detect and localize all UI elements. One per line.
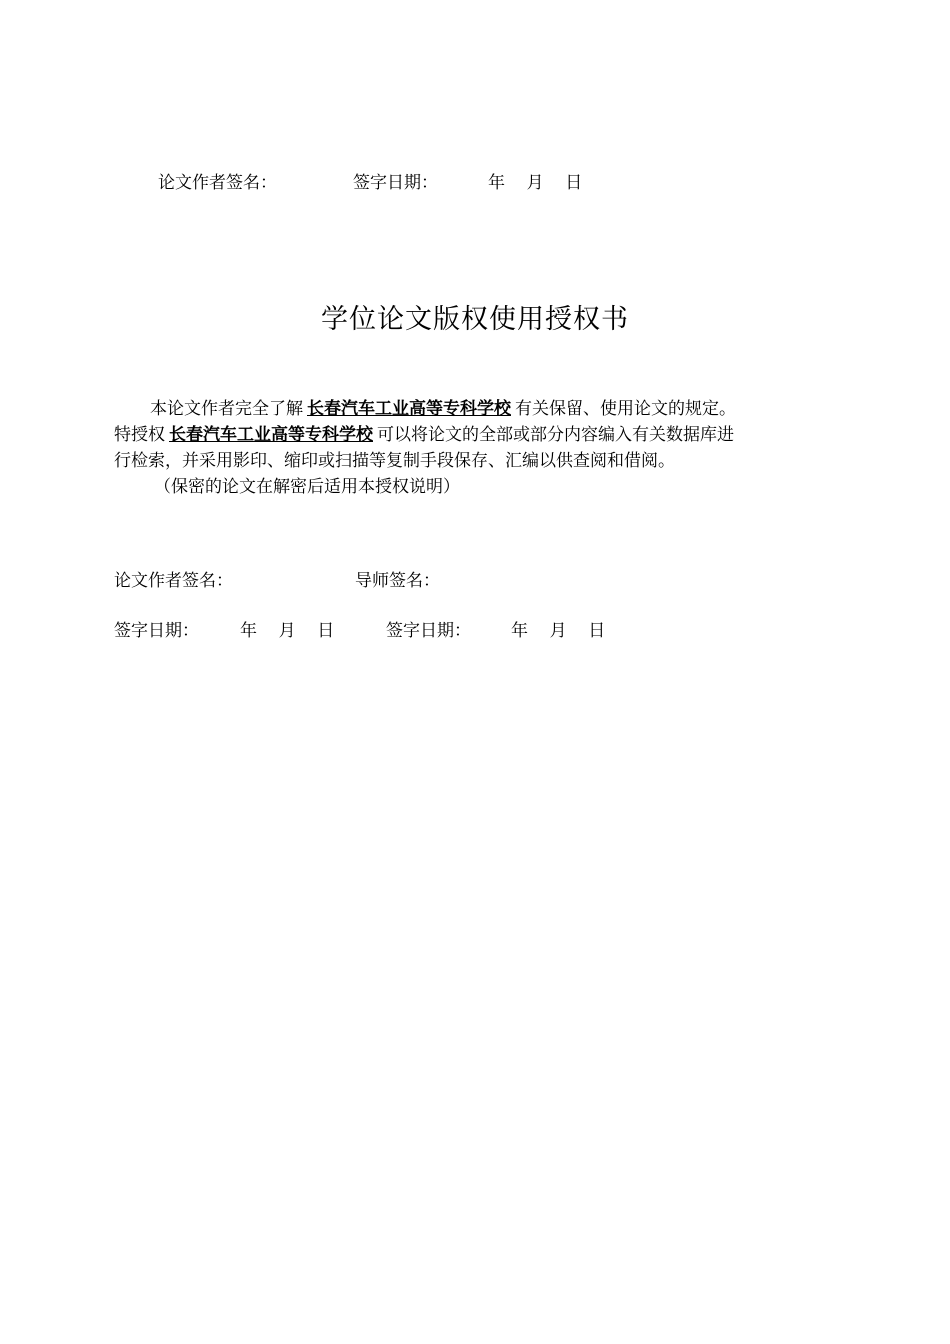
top-author-sign-label: 论文作者签名： <box>158 173 277 193</box>
body-line-1 <box>114 396 864 422</box>
page-title: 学位论文版权使用授权书 <box>321 304 629 335</box>
note-text: （保密的论文在解密后适用本授权说明） <box>154 477 460 497</box>
author-date-value: 年 月 日 <box>240 621 335 641</box>
author-date-label: 签字日期： <box>114 621 199 641</box>
bottom-author-sign-label: 论文作者签名： <box>114 571 233 591</box>
p2-prefix: 特授权 <box>114 425 165 445</box>
top-sign-date-value: 年 月 日 <box>488 173 583 193</box>
body-line-2 <box>114 422 864 448</box>
p2-suffix: 可以将论文的全部或部分内容编入有关数据库进 <box>377 425 734 445</box>
confidential-note <box>114 474 864 500</box>
advisor-date-value: 年 月 日 <box>511 621 606 641</box>
authorization-text <box>114 396 864 500</box>
body-line-3: 行检索，并采用影印、缩印或扫描等复制手段保存、汇编以供查阅和借阅。 <box>114 451 675 471</box>
p1-suffix: 有关保留、使用论文的规定。 <box>515 399 736 419</box>
advisor-date-label: 签字日期： <box>386 621 471 641</box>
p1-prefix: 本论文作者完全了解 <box>150 399 303 419</box>
school-name-1: 长春汽车工业高等专科学校 <box>307 399 511 419</box>
school-name-2: 长春汽车工业高等专科学校 <box>169 425 373 445</box>
top-sign-date-label: 签字日期： <box>353 173 438 193</box>
advisor-sign-label: 导师签名： <box>355 571 440 591</box>
